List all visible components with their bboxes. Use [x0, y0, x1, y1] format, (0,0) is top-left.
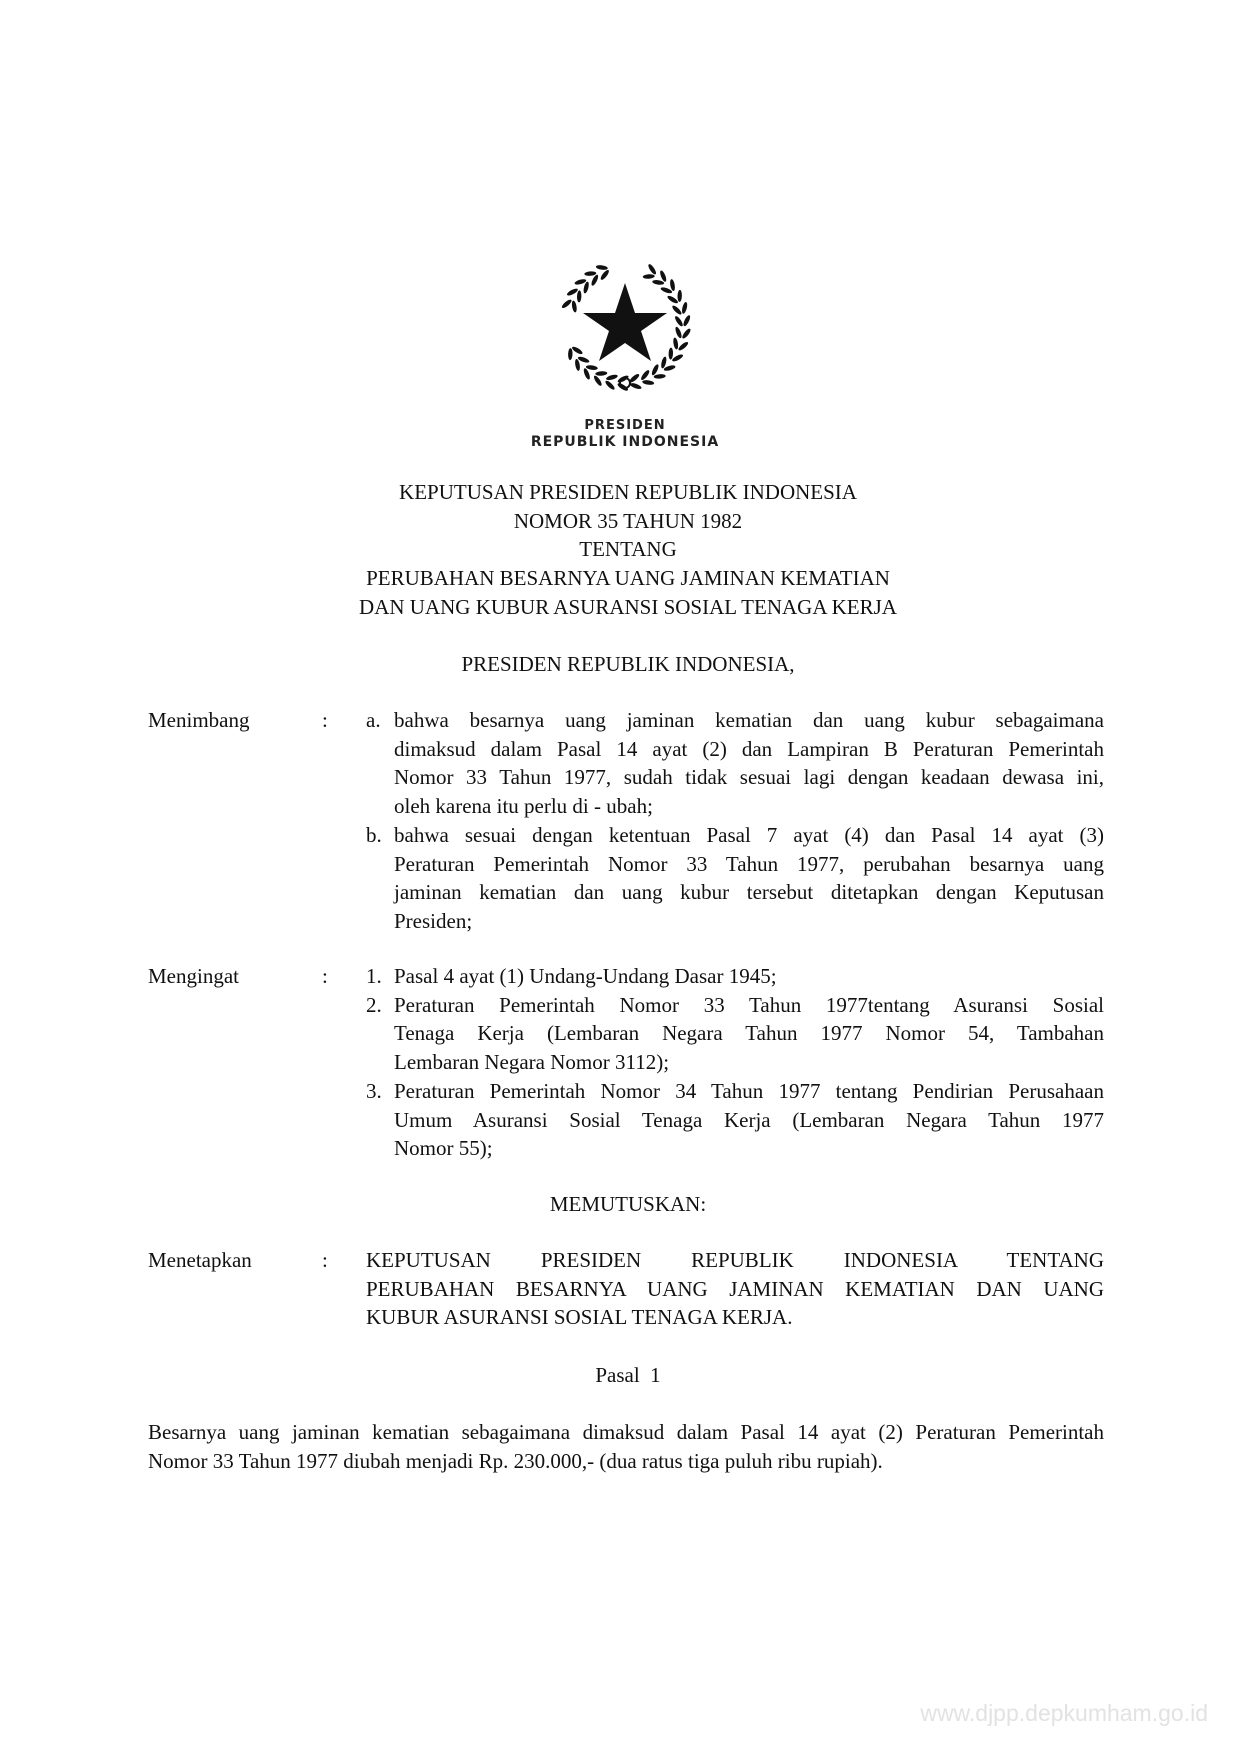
- item-mark: 2.: [366, 992, 382, 1017]
- text-line: bahwa sesuai dengan ketentuan Pasal 7 ayat (4) dan Pasal 14 ayat (3): [394, 822, 1104, 847]
- title-line: TENTANG: [579, 537, 677, 562]
- wreath-leaf: [677, 290, 682, 302]
- wreath-leaf: [586, 365, 598, 371]
- star-wreath-emblem-icon: [555, 255, 695, 395]
- text-line: Besarnya uang jaminan kematian sebagaimana dimaksud dalam Pasal 14 ayat (2) Peraturan Pemerintah: [148, 1420, 1104, 1444]
- watermark-url: www.djpp.depkumham.go.id: [920, 1700, 1208, 1726]
- wreath-leaf: [604, 379, 616, 391]
- wreath-leaf: [651, 363, 660, 376]
- menetapkan-colon: :: [322, 1248, 328, 1272]
- letterhead-presiden: PRESIDEN: [584, 418, 666, 433]
- text-line: Peraturan Pemerintah Nomor 34 Tahun 1977 tentang Pendirian Perusahaan: [394, 1078, 1104, 1103]
- text-line: dimaksud dalam Pasal 14 ayat (2) dan Lampiran B Peraturan Pemerintah: [394, 736, 1104, 761]
- menimbang-items: [366, 706, 1104, 936]
- item-mark: 1.: [366, 964, 382, 988]
- item-mark: b.: [366, 822, 382, 847]
- wreath-leaf: [654, 374, 666, 379]
- wreath-leaf: [566, 287, 579, 297]
- wreath-leaf: [663, 364, 676, 372]
- wreath-leaf: [652, 279, 664, 285]
- menimbang-colon: :: [322, 708, 328, 732]
- presidential-emblem: [555, 255, 695, 395]
- wreath-leaf: [669, 279, 675, 292]
- wreath-leaf: [590, 274, 599, 287]
- text-line: Lembaran Negara Nomor 3112);: [394, 1050, 670, 1075]
- menimbang-label: Menimbang: [148, 708, 250, 732]
- title-line: PERUBAHAN BESARNYA UANG JAMINAN KEMATIAN: [366, 566, 890, 591]
- wreath-leaf: [668, 348, 673, 360]
- wreath-leaf: [561, 298, 573, 309]
- text-line: Presiden;: [394, 908, 473, 933]
- title-line: NOMOR 35 TAHUN 1982: [513, 508, 743, 533]
- text-line: Umum Asuransi Sosial Tenaga Kerja (Lembaran Negara Tahun 1977: [394, 1107, 1104, 1132]
- item-mark: 3.: [366, 1078, 382, 1103]
- wreath-leaf: [643, 274, 655, 279]
- wreath-leaf: [681, 302, 688, 315]
- mengingat-label: Mengingat: [148, 964, 239, 988]
- text-line: KUBUR ASURANSI SOSIAL TENAGA KERJA.: [366, 1305, 793, 1330]
- wreath-leaf: [599, 269, 610, 281]
- wreath-leaf: [674, 315, 684, 327]
- mengingat-colon: :: [322, 964, 328, 988]
- wreath-leaf: [568, 348, 573, 360]
- wreath-leaf: [660, 356, 667, 369]
- menimbang-item-a: [366, 706, 1104, 821]
- wreath-leaf: [677, 341, 689, 352]
- wreath-leaf: [674, 326, 683, 339]
- wreath-leaf: [595, 371, 607, 376]
- wreath-leaf: [577, 290, 582, 302]
- item-mark: a.: [366, 708, 381, 732]
- memutuskan-heading: MEMUTUSKAN:: [549, 1192, 707, 1216]
- wreath-leaf: [647, 263, 657, 275]
- text-line: Nomor 55);: [394, 1136, 493, 1161]
- wreath-leaf: [672, 337, 678, 350]
- text-line: bahwa besarnya uang jaminan kematian dan uang kubur sebagaimana: [394, 708, 1104, 732]
- text-line: Tenaga Kerja (Lembaran Negara Tahun 1977 Nomor 54, Tambahan: [394, 1021, 1104, 1046]
- text-line: jaminan kematian dan uang kubur tersebut ditetapkan dengan Keputusan: [394, 880, 1104, 905]
- issuer: PRESIDEN REPUBLIK INDONESIA,: [461, 652, 795, 676]
- wreath-leaf: [593, 374, 603, 386]
- wreath-leaf: [629, 382, 642, 390]
- pasal-1-text: [148, 1418, 1104, 1475]
- mengingat-item-3: [366, 1077, 1104, 1163]
- wreath-leaf: [640, 369, 651, 381]
- text-line: PERUBAHAN BESARNYA UANG JAMINAN KEMATIAN DAN UANG: [366, 1276, 1104, 1301]
- wreath-leaf: [666, 295, 679, 305]
- wreath-leaf: [671, 304, 683, 316]
- menimbang-item-b: [366, 821, 1104, 936]
- text-line: KEPUTUSAN PRESIDEN REPUBLIK INDONESIA TENTANG: [366, 1248, 1104, 1272]
- mengingat-item-2: [366, 991, 1104, 1077]
- wreath-leaf: [571, 300, 577, 313]
- letterhead-republik-indonesia: REPUBLIK INDONESIA: [530, 434, 720, 450]
- wreath-leaf: [574, 359, 580, 372]
- pasal-1-heading: Pasal 1: [595, 1363, 661, 1387]
- text-line: oleh karena itu perlu di - ubah;: [394, 794, 653, 819]
- wreath-leaf: [583, 281, 590, 294]
- text-line: Peraturan Pemerintah Nomor 33 Tahun 1977, perubahan besarnya uang: [394, 851, 1104, 876]
- text-line: Nomor 33 Tahun 1977 diubah menjadi Rp. 230.000,- (dua ratus tiga puluh ribu rupiah).: [148, 1448, 883, 1473]
- wreath-leaf: [606, 374, 619, 382]
- mengingat-item-1: [366, 962, 1104, 991]
- text-line: Peraturan Pemerintah Nomor 33 Tahun 1977tentang Asuransi Sosial: [394, 992, 1104, 1017]
- menetapkan-label: Menetapkan: [148, 1248, 252, 1272]
- title-line: KEPUTUSAN PRESIDEN REPUBLIK INDONESIA: [399, 480, 857, 504]
- wreath-leaf: [596, 264, 608, 270]
- wreath-leaf: [671, 353, 684, 363]
- mengingat-items: [366, 962, 1104, 1163]
- text-line: Pasal 4 ayat (1) Undang-Undang Dasar 1945;: [394, 964, 777, 988]
- menetapkan-text: [366, 1246, 1104, 1332]
- wreath-leaf: [681, 328, 692, 340]
- wreath-leaf: [574, 278, 587, 286]
- document-title: [0, 478, 1240, 622]
- text-line: Nomor 33 Tahun 1977, sudah tidak sesuai lagi dengan keadaan dewasa ini,: [394, 765, 1104, 790]
- title-line: DAN UANG KUBUR ASURANSI SOSIAL TENAGA KERJA: [359, 594, 897, 619]
- wreath-leaf: [571, 345, 584, 355]
- wreath-leaf: [642, 379, 654, 385]
- wreath-leaf: [682, 314, 691, 327]
- wreath-leaf: [584, 271, 596, 276]
